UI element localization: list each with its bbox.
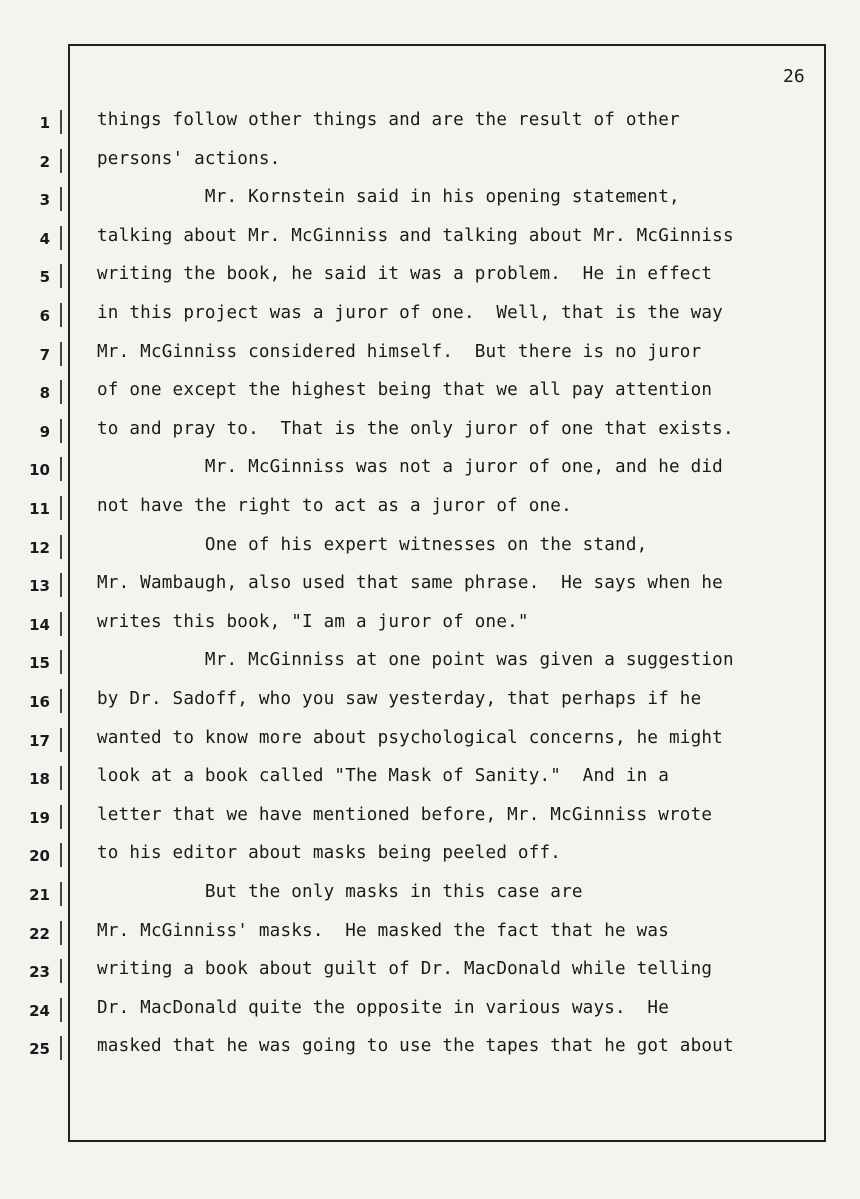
line-text: to his editor about masks being peeled off. (97, 843, 562, 864)
line-number: 12 (29, 538, 50, 557)
line-text: masked that he was going to use the tapes that he got about (97, 1036, 734, 1057)
line-number: 22 (29, 924, 50, 943)
line-text: to and pray to. That is the only juror of one that exists. (97, 418, 734, 439)
line-text: talking about Mr. McGinniss and talking about Mr. McGinniss (97, 225, 734, 246)
line-number: 9 (39, 422, 50, 441)
line-text: in this project was a juror of one. Well, that is the way (97, 303, 723, 323)
line-text: writes this book, "I am a juror of one." (97, 611, 529, 632)
margin-tick (60, 457, 62, 481)
transcript-line (0, 837, 860, 875)
margin-tick (60, 882, 62, 906)
line-number: 7 (39, 345, 50, 364)
line-number: 3 (39, 191, 50, 210)
line-text: Dr. MacDonald quite the opposite in various ways. He (97, 997, 669, 1018)
line-text: of one except the highest being that we all pay attention (97, 380, 713, 401)
line-number: 2 (39, 152, 50, 171)
transcript-line (0, 876, 860, 914)
transcript-line (0, 915, 860, 953)
line-number: 25 (29, 1040, 50, 1059)
transcript-line (0, 1030, 860, 1068)
transcript-line (0, 683, 860, 721)
margin-tick (60, 573, 62, 597)
line-number: 11 (29, 500, 50, 518)
line-number: 17 (29, 731, 50, 750)
transcript-line (0, 799, 860, 837)
line-number: 15 (29, 654, 50, 673)
line-number: 16 (29, 693, 50, 711)
margin-tick (60, 187, 62, 211)
line-text: Mr. McGinniss at one point was given a suggestion (97, 650, 734, 671)
line-number: 18 (29, 770, 50, 789)
margin-tick (60, 689, 62, 713)
margin-tick (60, 149, 62, 173)
line-number: 5 (39, 268, 50, 287)
line-number: 1 (39, 114, 50, 132)
line-text: look at a book called "The Mask of Sanity." And in a (97, 766, 669, 787)
transcript-line (0, 953, 860, 991)
line-text: not have the right to act as a juror of one. (97, 496, 572, 516)
line-text: writing a book about guilt of Dr. MacDonald while telling (97, 959, 713, 980)
margin-tick (60, 264, 62, 288)
margin-tick (60, 303, 62, 327)
line-number: 24 (29, 1001, 50, 1020)
line-text: persons' actions. (97, 148, 281, 169)
transcript-line (0, 413, 860, 451)
transcript-line (0, 220, 860, 258)
line-number: 14 (29, 615, 50, 634)
transcript-line (0, 143, 860, 181)
line-text: writing the book, he said it was a problem. He in effect (97, 264, 713, 285)
margin-tick (60, 535, 62, 559)
line-number: 21 (29, 886, 50, 904)
transcript-line (0, 336, 860, 374)
line-text: letter that we have mentioned before, Mr. McGinniss wrote (97, 804, 713, 825)
line-text: wanted to know more about psychological concerns, he might (97, 727, 723, 748)
transcript-line (0, 490, 860, 528)
line-number: 20 (29, 847, 50, 866)
transcript-line (0, 374, 860, 412)
margin-tick (60, 998, 62, 1022)
line-text: Mr. McGinniss' masks. He masked the fact that he was (97, 920, 669, 941)
margin-tick (60, 650, 62, 674)
margin-tick (60, 496, 62, 520)
line-text: things follow other things and are the result of other (97, 110, 680, 130)
line-text: Mr. Kornstein said in his opening statement, (97, 187, 680, 208)
line-number: 13 (29, 577, 50, 596)
margin-tick (60, 959, 62, 983)
line-text: Mr. Wambaugh, also used that same phrase. He says when he (97, 573, 723, 594)
margin-tick (60, 110, 62, 134)
transcript-line (0, 606, 860, 644)
transcript-line (0, 181, 860, 219)
line-number: 23 (29, 963, 50, 982)
transcript-line (0, 104, 860, 142)
page-number: 26 (783, 66, 805, 87)
line-number: 8 (39, 384, 50, 403)
margin-tick (60, 342, 62, 366)
line-text: Mr. McGinniss considered himself. But there is no juror (97, 341, 702, 362)
transcript-line (0, 258, 860, 296)
transcript-line (0, 760, 860, 798)
transcript-line (0, 529, 860, 567)
margin-tick (60, 380, 62, 404)
transcript-line (0, 722, 860, 760)
margin-tick (60, 728, 62, 752)
line-text: But the only masks in this case are (97, 882, 583, 902)
transcript-line (0, 451, 860, 489)
line-number: 6 (39, 307, 50, 325)
line-text: by Dr. Sadoff, who you saw yesterday, that perhaps if he (97, 689, 702, 709)
margin-tick (60, 612, 62, 636)
transcript-line (0, 567, 860, 605)
margin-tick (60, 766, 62, 790)
margin-tick (60, 419, 62, 443)
line-number: 4 (39, 229, 50, 248)
margin-tick (60, 1036, 62, 1060)
line-number: 19 (29, 808, 50, 827)
line-text: Mr. McGinniss was not a juror of one, and he did (97, 457, 723, 478)
transcript-line (0, 297, 860, 335)
margin-tick (60, 843, 62, 867)
margin-tick (60, 805, 62, 829)
margin-tick (60, 226, 62, 250)
line-text: One of his expert witnesses on the stand, (97, 534, 648, 555)
transcript-line (0, 644, 860, 682)
transcript-line (0, 992, 860, 1030)
line-number: 10 (29, 461, 50, 480)
margin-tick (60, 921, 62, 945)
